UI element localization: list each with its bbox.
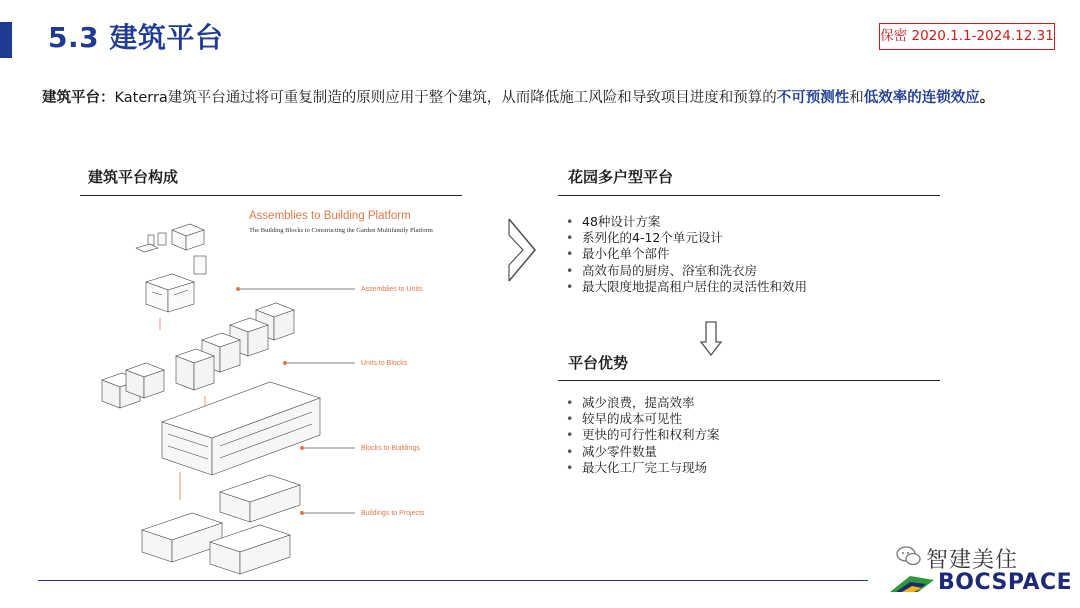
diagram-subtitle: The Building Blocks to Constructing the Garden Multifamily Platform (249, 227, 433, 234)
advantages-heading: 平台优势 (568, 354, 629, 372)
block-building-illustration (162, 382, 320, 475)
wechat-icon (895, 545, 923, 567)
projects-illustration (142, 475, 300, 574)
list-item: • 最大限度地提高租户居住的灵活性和效用 (566, 279, 807, 295)
flow-chevron-icon (503, 215, 543, 285)
footer-rule (38, 580, 868, 581)
label-assemblies-to-units: Assemblies to Units (361, 286, 423, 293)
list-item: • 最大化工厂完工与现场 (566, 460, 720, 476)
intro-conj: 和 (849, 90, 864, 106)
intro-paragraph (42, 88, 1042, 109)
logo-chinese-text: 智建美住 (926, 548, 1019, 573)
list-item: • 减少零件数量 (566, 444, 720, 460)
page-title: 5.3 建筑平台 (48, 21, 224, 54)
platform-composition-heading: 建筑平台构成 (88, 168, 179, 186)
confidential-badge: 保密 2020.1.1-2024.12.31 (879, 23, 1055, 50)
building-platform-diagram (80, 200, 480, 585)
bocspace-logo-mark-icon (888, 570, 936, 594)
list-item: • 更快的可行性和权利方案 (566, 427, 720, 443)
intro-highlight-2: 低效率的连锁效应 (863, 90, 980, 106)
list-item: • 48种设计方案 (566, 214, 807, 230)
label-blocks-to-buildings: Blocks to Buildings (361, 445, 420, 452)
label-units-to-blocks: Units to Blocks (361, 360, 408, 367)
garden-platform-heading: 花园多户型平台 (568, 168, 674, 186)
list-item: • 减少浪费，提高效率 (566, 395, 720, 411)
list-item: • 最小化单个部件 (566, 246, 807, 262)
right-heading-rule (558, 195, 940, 196)
advantages-heading-rule (558, 380, 940, 381)
logo-english-text: BOCSPACE (938, 570, 1073, 595)
list-item: • 系列化的4-12个单元设计 (566, 230, 807, 246)
advantages-list (566, 395, 720, 476)
list-item: • 高效布局的厨房、浴室和洗衣房 (566, 263, 807, 279)
intro-highlight-1: 不可预测性 (776, 90, 850, 106)
down-arrow-icon (699, 320, 723, 358)
dot-units (236, 287, 240, 291)
intro-lead: 建筑平台： (42, 90, 115, 106)
title-accent-bar (0, 22, 12, 58)
left-heading-rule (80, 195, 462, 196)
list-item: • 较早的成本可见性 (566, 411, 720, 427)
dot-projects (300, 511, 304, 515)
diagram-title: Assemblies to Building Platform (249, 210, 411, 222)
dot-buildings (300, 446, 304, 450)
intro-text: Katerra建筑平台通过将可重复制造的原则应用于整个建筑，从而降低施工风险和导致项目进度和预算的 (114, 90, 777, 106)
platform-list (566, 214, 807, 295)
intro-end: 。 (979, 90, 995, 106)
dot-blocks (283, 361, 287, 365)
assemblies-illustration (136, 224, 206, 312)
label-buildings-to-projects: Buildings to Projects (361, 510, 425, 517)
